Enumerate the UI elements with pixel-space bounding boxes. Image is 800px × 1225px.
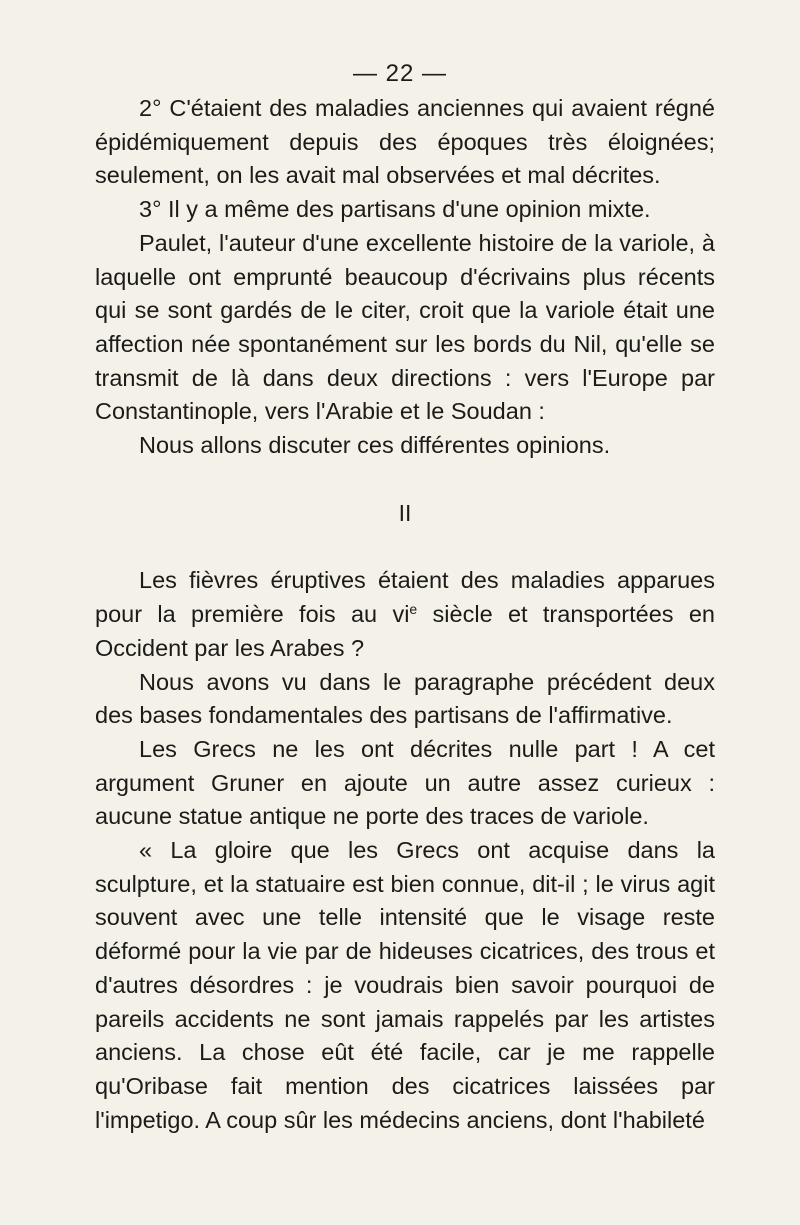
paragraph: Les Grecs ne les ont décrites nulle part ! A cet argument Gruner en ajoute un autre assez curieux : aucune statue antique ne porte des traces de variole. xyxy=(95,735,715,830)
paragraph: Nous avons vu dans le paragraphe précédent deux des bases fondamentales des partisans de l'affirmative. xyxy=(95,668,715,729)
section-heading: II xyxy=(398,499,412,526)
quotation-paragraph: « La gloire que les Grecs ont acquise dans la sculpture, et la statuaire est bien connue, dit-il ; le virus agit souvent avec une telle intensité que le visage reste déformé pour la vie par de hideuses cicatrices, des trous et d'autres désordres : je voudrais bien savoir pourquoi de pareils accidents ne sont jamais rappelés par les artistes anciens. La chose eût été facile, car je me rappelle qu'Oribase fait mention des cicatrices laissées par l'impetigo. A coup sûr les médecins anciens, dont l'habileté xyxy=(95,837,715,1133)
century-superscript: e xyxy=(409,601,418,618)
page-number: — 22 — xyxy=(352,60,448,87)
paragraph: Paulet, l'auteur d'une excellente histoire de la variole, à laquelle ont emprunté beaucoup d'écrivains plus récents qui se sont gardés de le citer, croit que la variole était une affection née spontanément sur les bords du Nil, qu'elle se transmit de là dans deux directions : vers l'Europe par Constantinople, vers l'Arabie et le Soudan : xyxy=(95,229,715,425)
century-numeral: vi xyxy=(392,601,410,628)
paragraph: 3° Il y a même des partisans d'une opinion mixte. xyxy=(139,196,651,223)
question-text-end: siècle et transportées en Occident par les Arabes ? xyxy=(95,601,716,661)
section-question xyxy=(95,564,715,665)
question-text-start: Les fièvres éruptives étaient des maladies apparues pour la première fois au xyxy=(95,567,715,628)
paragraph: Nous allons discuter ces différentes opinions. xyxy=(139,432,611,459)
body-text xyxy=(95,92,715,1137)
paragraph: 2° C'étaient des maladies anciennes qui avaient régné épidémiquement depuis des époques très éloignées; seulement, on les avait mal observées et mal décrites. xyxy=(95,95,715,189)
